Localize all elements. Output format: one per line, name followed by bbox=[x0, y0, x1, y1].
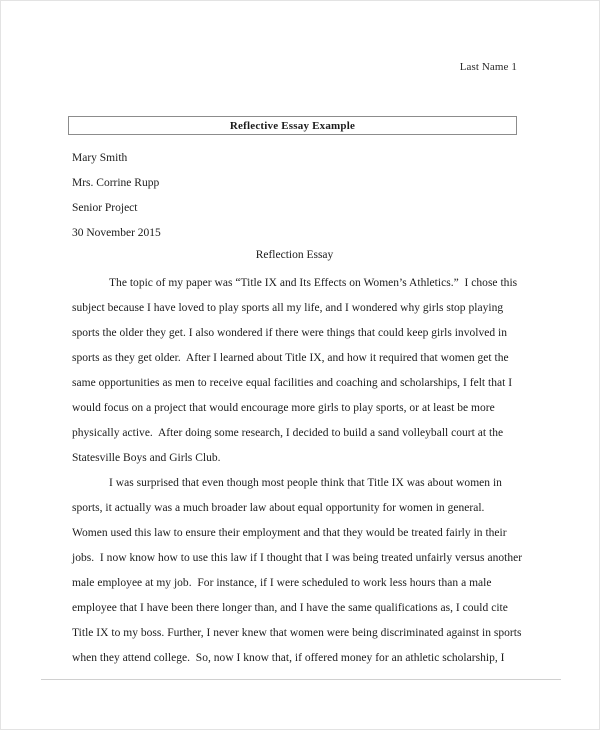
mla-heading-block bbox=[72, 146, 517, 246]
paragraph-2 bbox=[72, 471, 523, 671]
heading-course: Senior Project bbox=[72, 202, 138, 214]
paragraph-1 bbox=[72, 271, 519, 471]
paragraph-line: Title IX to my boss. Further, I never knew that women were being discriminated against in sports bbox=[72, 627, 522, 639]
paragraph-line: The topic of my paper was “Title IX and Its Effects on Women’s Athletics.” I chose this bbox=[109, 277, 518, 289]
running-header: Last Name 1 bbox=[459, 61, 517, 73]
paragraph-line: same opportunities as men to receive equal facilities and coaching and scholarships, I felt that I bbox=[72, 377, 513, 389]
title-box bbox=[68, 116, 517, 135]
heading-date: 30 November 2015 bbox=[72, 227, 161, 239]
paragraph-line: physically active. After doing some research, I decided to build a sand volleyball court at the bbox=[72, 427, 504, 439]
paragraph-line: sports the older they get. I also wondered if there were things that could keep girls involved in bbox=[72, 327, 507, 339]
paragraph-line: I was surprised that even though most people think that Title IX was about women in bbox=[109, 477, 502, 489]
paragraph-line: subject because I have loved to play sports all my life, and I wondered why girls stop playing bbox=[72, 302, 504, 314]
paragraph-line: male employee at my job. For instance, if I were scheduled to work less hours than a male bbox=[72, 577, 492, 589]
essay-body bbox=[72, 271, 523, 671]
paragraph-line: sports as they get older. After I learned about Title IX, and how it required that women get the bbox=[72, 352, 509, 364]
paragraph-line: Statesville Boys and Girls Club. bbox=[72, 452, 221, 464]
paragraph-line: would focus on a project that would encourage more girls to play sports, or at least be more bbox=[72, 402, 495, 414]
essay-title: Reflection Essay bbox=[255, 249, 334, 261]
paragraph-line: employee that I have been there longer than, and I have the same qualifications as, I could cite bbox=[72, 602, 508, 614]
paragraph-line: jobs. I now know how to use this law if I thought that I was being treated unfairly versus another bbox=[72, 552, 523, 564]
paragraph-line: Women used this law to ensure their employment and that they would be treated fairly in their bbox=[72, 527, 507, 539]
paragraph-line: when they attend college. So, now I know that, if offered money for an athletic scholarship, I bbox=[72, 652, 505, 664]
paragraph-line: sports, it actually was a much broader law about equal opportunity for women in general. bbox=[72, 502, 485, 514]
heading-instructor: Mrs. Corrine Rupp bbox=[72, 177, 160, 189]
footer-divider bbox=[41, 679, 561, 680]
heading-student-name: Mary Smith bbox=[72, 152, 128, 164]
title-box-label: Reflective Essay Example bbox=[229, 119, 356, 132]
